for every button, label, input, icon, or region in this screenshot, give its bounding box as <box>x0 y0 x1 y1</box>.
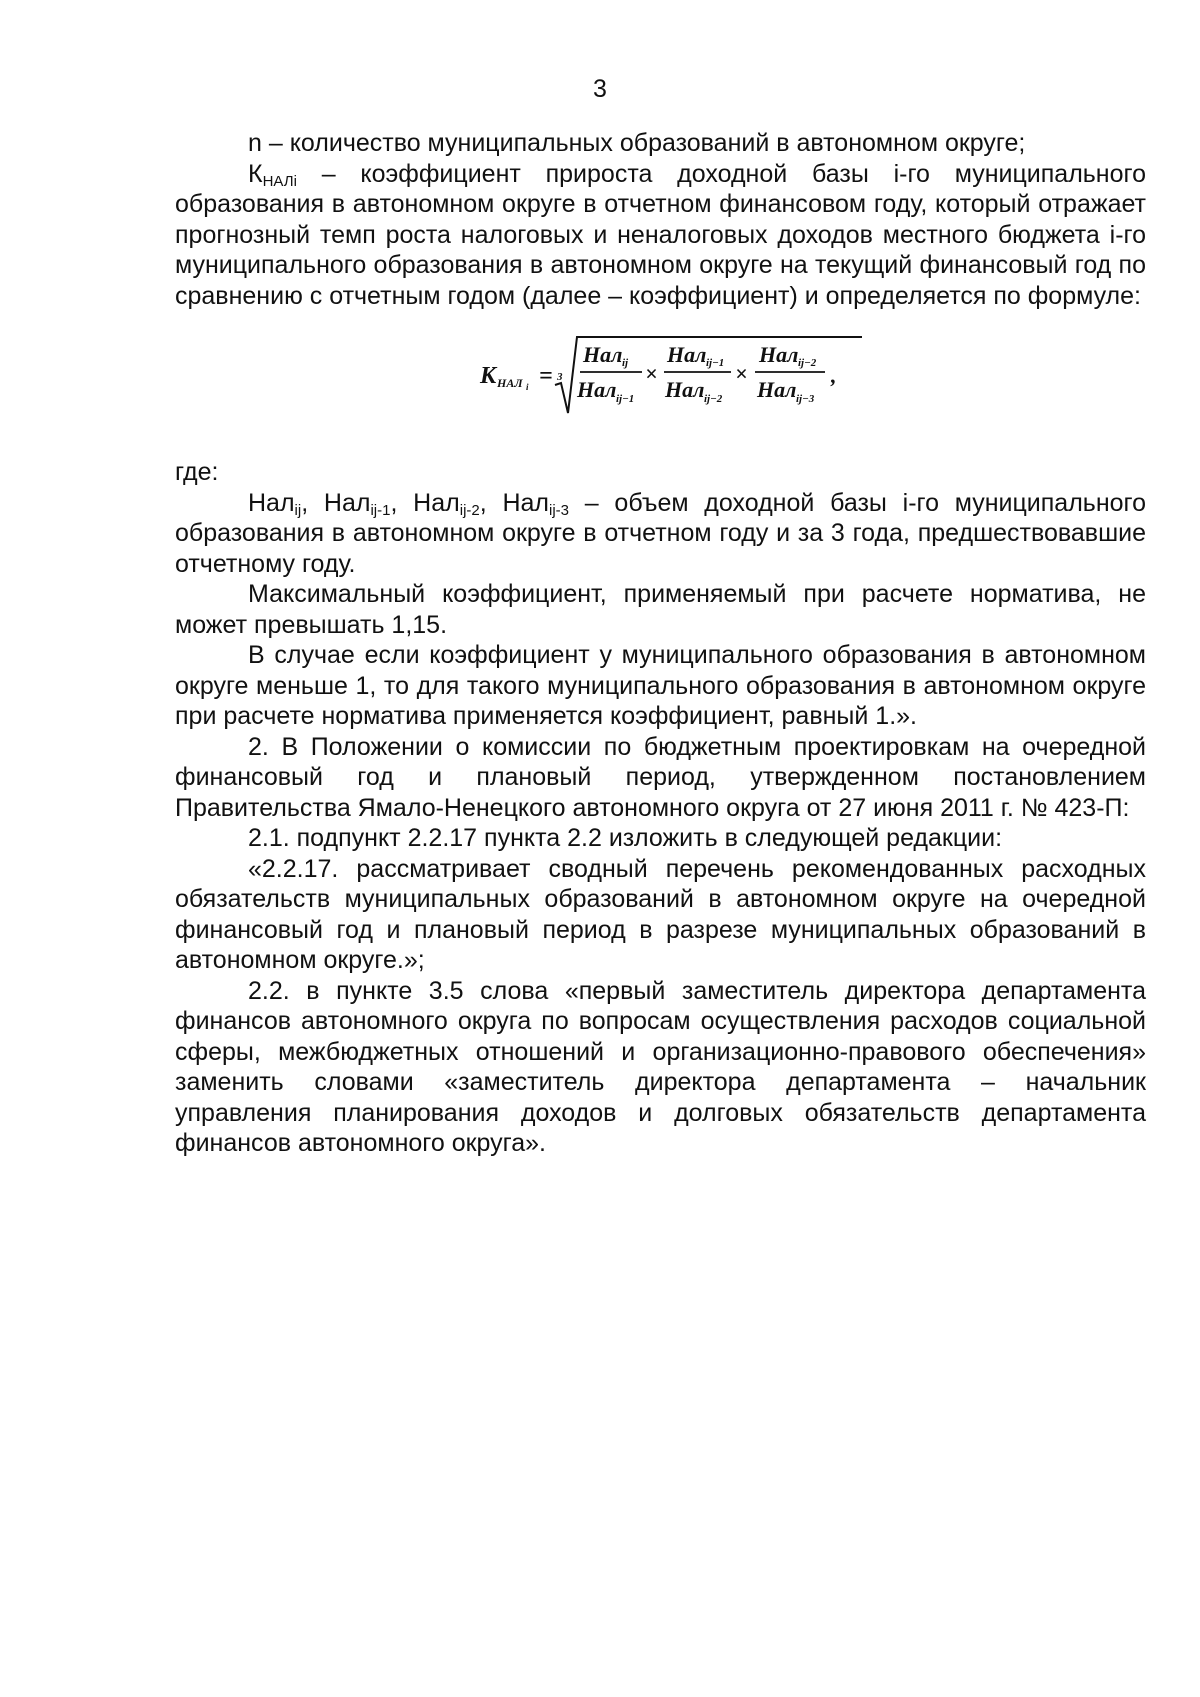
formula-times-2: × <box>735 361 748 386</box>
fraction-1-denominator: Нал <box>577 377 617 402</box>
paragraph-2: 2. В Положении о комиссии по бюджетным проектировкам на очередной финансовый год и плановый период, утвержденном постановлением Правительства Ямало-Ненецкого автономного округа от 27 июня 2011 г. № 423-П: <box>175 732 1146 822</box>
paragraph-k-definition <box>175 159 1146 312</box>
fraction-1-denominator-sub: ij−1 <box>616 393 635 405</box>
fraction-3-denominator-sub: ij−3 <box>796 393 815 405</box>
fraction-2-numerator-sub: ij−1 <box>706 357 725 369</box>
formula-svg <box>175 333 1146 417</box>
nal-symbol-1: Нал <box>248 488 295 517</box>
nal-sub-2: ij-1 <box>370 501 391 519</box>
nal-sub-1: ij <box>294 501 302 519</box>
k-definition-text: – коэффициент прироста доходной базы i-го муниципального образования в автономном округе в отчетном финансовом году, который отражает прогнозный темп роста налоговых и неналоговых доходов местного бюджета i-го муниципального образования в автономном округе на текущий финансовый год по сравнению с отчетным годом (далее – коэффициент) и определяется по формуле: <box>175 159 1146 310</box>
fraction-3-numerator: Нал <box>759 342 799 367</box>
formula-lhs-subsub: i <box>526 382 529 392</box>
paragraph-max-coefficient: Максимальный коэффициент, применяемый при расчете норматива, не может превышать 1,15. <box>175 580 1146 639</box>
formula-equals: = <box>539 363 553 389</box>
paragraph-where: где: <box>175 458 219 486</box>
formula-trailing-comma: , <box>831 363 837 388</box>
nal-symbol-4: , Нал <box>479 488 549 517</box>
formula-times-1: × <box>645 361 658 386</box>
fraction-3-numerator-sub: ij−2 <box>798 357 817 369</box>
k-symbol: К <box>248 159 263 188</box>
paragraph-nal-definition <box>175 488 1146 580</box>
fraction-2-denominator: Нал <box>665 377 705 402</box>
fraction-3-denominator: Нал <box>757 377 797 402</box>
document-body <box>175 128 1146 1159</box>
fraction-2-numerator: Нал <box>667 342 707 367</box>
nal-symbol-3: , Нал <box>390 488 460 517</box>
paragraph-coefficient-case: В случае если коэффициент у муниципального образования в автономном округе меньше 1, то для такого муниципального образования в автономном округе при расчете норматива применяется коэффициент, равный 1.». <box>175 641 1146 730</box>
fraction-1-numerator-sub: ij <box>622 357 629 369</box>
nal-definition-text: – объем доходной базы i-го муниципального образования в автономном округе в отчетном году и за 3 года, предшествовавшие отчетному году. <box>175 488 1147 578</box>
page-number: 3 <box>593 75 607 103</box>
formula-lhs-sub: НАЛ <box>497 376 523 390</box>
paragraph-n-definition: n – количество муниципальных образований в автономном округе; <box>248 129 1026 157</box>
fraction-2-denominator-sub: ij−2 <box>704 393 723 405</box>
nal-sub-3: ij-2 <box>459 501 480 519</box>
paragraph-2-1: 2.1. подпункт 2.2.17 пункта 2.2 изложить в следующей редакции: <box>248 824 1003 852</box>
k-subscript: НАЛi <box>262 172 297 190</box>
formula-lhs: К <box>480 363 497 389</box>
paragraph-2-2-17: «2.2.17. рассматривает сводный перечень рекомендованных расходных обязательств муниципальных образований в автономном округе на очередной финансовый год и плановый период в разрезе муниципальных образований в автономном округе.»; <box>175 854 1146 974</box>
formula-block <box>175 333 1146 417</box>
formula-root-index: 3 <box>557 371 563 383</box>
nal-sub-4: ij-3 <box>549 501 570 519</box>
paragraph-2-2: 2.2. в пункте 3.5 слова «первый заместитель директора департамента финансов автономного округа по вопросам осуществления расходов социальной сферы, межбюджетных отношений и организационно-правового обеспечения» заменить словами «заместитель директора департамента – начальник управления планирования доходов и долговых обязательств департамента финансов автономного округа». <box>175 976 1146 1157</box>
fraction-1-numerator: Нал <box>583 342 623 367</box>
nal-symbol-2: , Нал <box>301 488 371 517</box>
